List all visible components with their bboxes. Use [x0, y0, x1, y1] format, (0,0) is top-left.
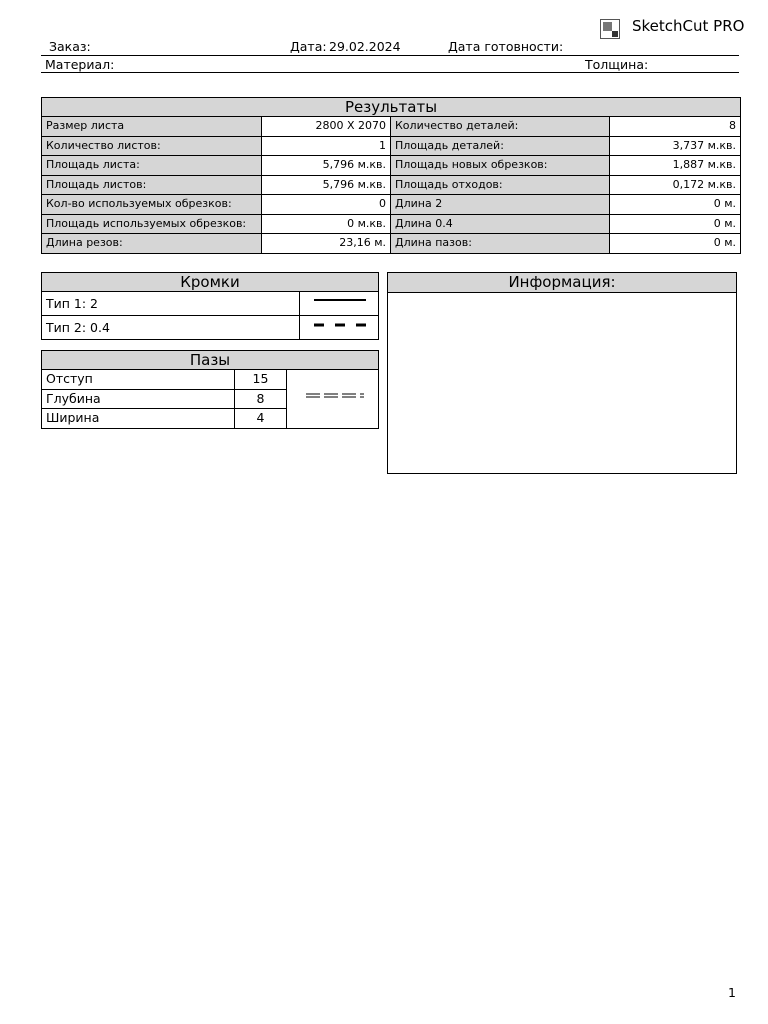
groove-value: 4: [235, 409, 287, 429]
header-rule-2: [41, 72, 739, 73]
results-label: Площадь листов:: [42, 175, 262, 195]
order-label: Заказ:: [49, 39, 91, 54]
results-row: [42, 175, 741, 195]
results-row: [42, 195, 741, 215]
results-label: Площадь используемых обрезков:: [42, 214, 262, 234]
results-label: Количество листов:: [42, 136, 262, 156]
results-value: 0 м.: [610, 234, 741, 254]
results-title: Результаты: [42, 98, 741, 117]
results-label: Площадь новых обрезков:: [391, 156, 610, 176]
groove-row: [42, 370, 379, 390]
results-label: Длина пазов:: [391, 234, 610, 254]
results-value: 1: [262, 136, 391, 156]
edges-title: Кромки: [42, 273, 379, 292]
groove-value: 15: [235, 370, 287, 390]
edge-type-label: Тип 2: 0.4: [42, 316, 300, 340]
results-value: 0 м.кв.: [262, 214, 391, 234]
info-panel: [387, 272, 737, 474]
results-label: Площадь листа:: [42, 156, 262, 176]
double-dashed-line-icon: [298, 387, 368, 405]
results-row: [42, 117, 741, 137]
results-value: 2800 X 2070: [262, 117, 391, 137]
results-value: 5,796 м.кв.: [262, 156, 391, 176]
ready-date-label: Дата готовности:: [448, 39, 564, 54]
results-label: Площадь отходов:: [391, 175, 610, 195]
sketchcut-logo-icon: [600, 19, 620, 39]
results-label: Длина 2: [391, 195, 610, 215]
thickness-label: Толщина:: [585, 57, 649, 72]
edge-type-label: Тип 1: 2: [42, 292, 300, 316]
results-label: Площадь деталей:: [391, 136, 610, 156]
results-table: [41, 97, 741, 254]
groove-value: 8: [235, 389, 287, 409]
header-rule-1: [41, 55, 739, 56]
results-row: [42, 136, 741, 156]
grooves-title: Пазы: [42, 351, 379, 370]
results-value: 0: [262, 195, 391, 215]
page-number: 1: [728, 985, 736, 1000]
results-label: Размер листа: [42, 117, 262, 137]
results-value: 5,796 м.кв.: [262, 175, 391, 195]
info-title: Информация:: [388, 273, 736, 293]
results-value: 3,737 м.кв.: [610, 136, 741, 156]
results-row: [42, 234, 741, 254]
results-value: 0 м.: [610, 195, 741, 215]
results-value: 23,16 м.: [262, 234, 391, 254]
material-label: Материал:: [45, 57, 115, 72]
date-value: 29.02.2024: [329, 39, 401, 54]
results-value: 1,887 м.кв.: [610, 156, 741, 176]
groove-line-cell: [287, 370, 379, 429]
dashed-line-icon: [304, 316, 374, 334]
results-value: 8: [610, 117, 741, 137]
date-label: Дата:: [290, 39, 327, 54]
results-row: [42, 156, 741, 176]
groove-label: Ширина: [42, 409, 235, 429]
groove-label: Отступ: [42, 370, 235, 390]
results-label: Длина резов:: [42, 234, 262, 254]
edge-dashed-line-icon: [300, 316, 379, 340]
results-row: [42, 214, 741, 234]
edge-row: [42, 316, 379, 340]
edges-table: [41, 272, 379, 340]
results-label: Количество деталей:: [391, 117, 610, 137]
edge-solid-line-icon: [300, 292, 379, 316]
edge-row: [42, 292, 379, 316]
app-title: SketchCut PRO: [632, 17, 745, 35]
groove-label: Глубина: [42, 389, 235, 409]
results-value: 0,172 м.кв.: [610, 175, 741, 195]
grooves-table: [41, 350, 379, 429]
solid-line-icon: [304, 292, 374, 310]
results-label: Длина 0.4: [391, 214, 610, 234]
results-label: Кол-во используемых обрезков:: [42, 195, 262, 215]
results-value: 0 м.: [610, 214, 741, 234]
